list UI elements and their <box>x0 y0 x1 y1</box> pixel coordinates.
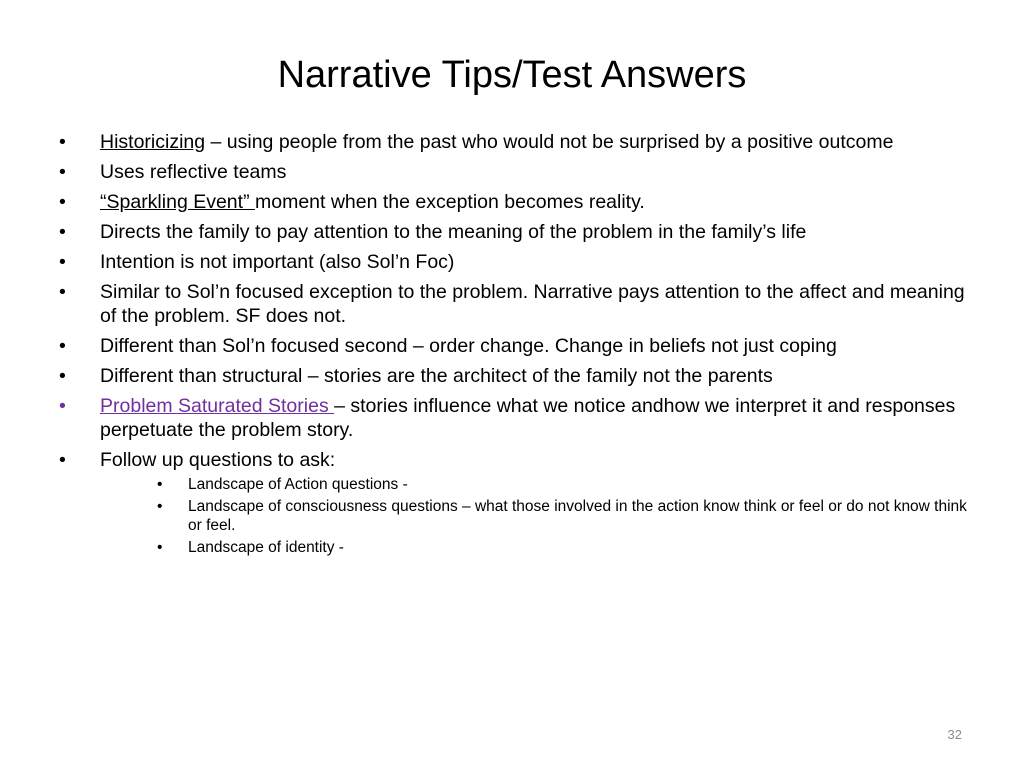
list-item-historicizing <box>57 130 967 154</box>
item-text: – stories influence what we notice andhow we interpret it and responses perpetuate the problem story. <box>100 395 956 441</box>
list-item-sparkling-event <box>57 190 967 214</box>
sub-item-action <box>100 475 967 494</box>
list-item-similar <box>57 280 967 328</box>
term-historicizing: Historicizing <box>100 131 206 153</box>
item-text: Similar to Sol’n focused exception to the problem. Narrative pays attention to the affect and meaning of the problem. SF does not. <box>100 281 965 327</box>
bullet-icon: • <box>59 131 66 153</box>
list-item-different-solution <box>57 334 967 358</box>
bullet-icon: • <box>59 281 66 303</box>
item-text: – using people from the past who would not be surprised by a positive outcome <box>205 131 894 153</box>
list-item-different-structural <box>57 364 967 388</box>
term-sparkling-event: “Sparkling Event” <box>100 191 255 213</box>
item-text: Intention is not important (also Sol’n Foc) <box>100 251 455 273</box>
bullet-icon: • <box>59 221 66 243</box>
list-item-directs-family <box>57 220 967 244</box>
list-item-reflective-teams <box>57 160 967 184</box>
list-item-intention <box>57 250 967 274</box>
bullet-icon: • <box>157 539 163 556</box>
sub-item-text: Landscape of Action questions - <box>188 476 408 493</box>
item-text: Uses reflective teams <box>100 161 287 183</box>
page-number: 32 <box>947 727 962 742</box>
bullet-icon: • <box>59 395 66 417</box>
bullet-icon: • <box>157 476 163 493</box>
sub-bullet-list <box>100 475 967 557</box>
slide-title: Narrative Tips/Test Answers <box>277 54 747 96</box>
list-item-problem-saturated <box>57 394 967 442</box>
sub-item-consciousness <box>100 497 967 535</box>
bullet-icon: • <box>157 498 163 515</box>
list-item-follow-up <box>57 448 967 557</box>
bullet-icon: • <box>59 161 66 183</box>
bullet-icon: • <box>59 335 66 357</box>
problem-saturated-stories-link[interactable]: Problem Saturated Stories <box>100 395 335 417</box>
item-text: Different than Sol’n focused second – order change. Change in beliefs not just coping <box>100 335 837 357</box>
item-text: moment when the exception becomes reality. <box>254 191 645 213</box>
bullet-icon: • <box>59 365 66 387</box>
sub-item-text: Landscape of consciousness questions – what those involved in the action know think or feel or do not know think or feel. <box>188 498 967 534</box>
bullet-icon: • <box>59 449 66 471</box>
sub-item-identity <box>100 538 967 557</box>
bullet-icon: • <box>59 191 66 213</box>
item-text: Directs the family to pay attention to the meaning of the problem in the family’s life <box>100 221 807 243</box>
bullet-icon: • <box>59 251 66 273</box>
slide-content <box>57 130 967 563</box>
item-text: Follow up questions to ask: <box>100 449 336 471</box>
item-text: Different than structural – stories are the architect of the family not the parents <box>100 365 773 387</box>
sub-item-text: Landscape of identity - <box>188 539 344 556</box>
bullet-list <box>57 130 967 557</box>
